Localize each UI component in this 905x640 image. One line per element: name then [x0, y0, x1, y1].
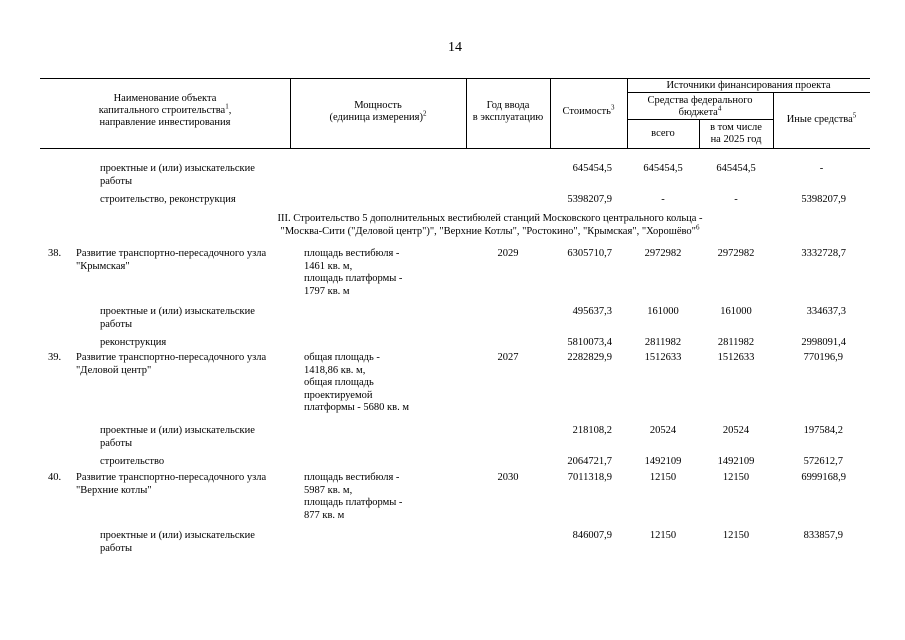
row-r1-name: проектные и (или) изыскательские работы: [100, 163, 255, 187]
row-39b-cost: 2064721,7: [567, 456, 612, 467]
row-40-other: 6999168,9: [801, 472, 846, 483]
header-name-line3: направление инвестирования: [99, 117, 231, 128]
row-38a-name: проектные и (или) изыскательские работы: [100, 306, 255, 330]
row-38-year: 2029: [497, 248, 519, 259]
federal-divider: [627, 119, 773, 120]
row-40a-cost: 846007,9: [572, 530, 612, 541]
row-40-2025: 12150: [722, 472, 750, 483]
row-39-capacity: общая площадь - 1418,86 кв. м, общая площадь проектируемой платформы - 5680 кв. м: [304, 352, 410, 413]
header-federal: [627, 95, 773, 119]
row-38b-cost: 5810073,4: [567, 337, 612, 348]
row-38-cost: 6305710,7: [567, 248, 612, 259]
header-year: [466, 100, 550, 124]
row-38b-total: 2811982: [644, 337, 682, 348]
row-38b-name: реконструкция: [100, 337, 167, 348]
row-39-year: 2027: [497, 352, 519, 363]
row-40-number: 40.: [48, 472, 62, 483]
header-incl-line2: на 2025 год: [710, 134, 762, 145]
header-top-border: [40, 78, 870, 79]
row-39a-name: проектные и (или) изыскательские работы: [100, 425, 255, 449]
row-r1-total: 645454,5: [643, 163, 683, 174]
row-38-other: 3332728,7: [801, 248, 846, 259]
row-r2-other: 5398207,9: [801, 194, 846, 205]
header-incl-2025: [699, 122, 773, 146]
row-r1-other: -: [819, 163, 824, 174]
row-40-total: 12150: [649, 472, 677, 483]
row-39a-2025: 20524: [722, 425, 750, 436]
row-39-cost: 2282829,9: [567, 352, 612, 363]
row-38-2025: 2972982: [717, 248, 755, 259]
row-40-cost: 7011318,9: [567, 472, 612, 483]
row-39-number: 39.: [48, 352, 62, 363]
row-39a-cost: 218108,2: [572, 425, 612, 436]
header-federal-line1: Средства федерального: [647, 95, 753, 106]
row-r2-name: строительство, реконструкция: [100, 194, 236, 205]
row-r1-cost: 645454,5: [572, 163, 612, 174]
section-heading: [150, 213, 830, 238]
row-39b-total: 1492109: [644, 456, 682, 467]
row-40a-total: 12150: [649, 530, 677, 541]
row-39a-other: 197584,2: [803, 425, 843, 436]
row-40-name: Развитие транспортно-пересадочного узла "Верхние котлы": [76, 472, 267, 496]
header-other: Иные средства$^5$: [786, 111, 857, 125]
row-39b-other: 572612,7: [803, 456, 843, 467]
row-r1-2025: 645454,5: [716, 163, 756, 174]
row-38a-other: 334637,3: [806, 306, 846, 317]
sources-divider: [627, 92, 870, 93]
header-incl-line1: в том числе: [710, 122, 762, 133]
row-39-2025: 1512633: [717, 352, 755, 363]
section-heading-line1: III. Строительство 5 дополнительных вестибюлей станций Московского центрального кольца -: [277, 213, 703, 224]
row-38-total: 2972982: [644, 248, 682, 259]
row-r2-total: -: [661, 194, 665, 205]
row-38a-2025: 161000: [720, 306, 752, 317]
header-name-line2: капитального строительства$^1$,: [98, 102, 232, 116]
row-39b-2025: 1492109: [717, 456, 755, 467]
row-39-name: Развитие транспортно-пересадочного узла "Деловой центр": [76, 352, 267, 376]
header-capacity-line1: Мощность: [354, 100, 402, 111]
header-cost: Стоимость$^3$: [562, 103, 615, 117]
row-40-capacity: площадь вестибюля - 5987 кв. м, площадь платформы - 877 кв. м: [304, 472, 403, 521]
header-year-line1: Год ввода: [486, 100, 530, 111]
row-39b-name: строительство: [100, 456, 165, 467]
row-38-number: 38.: [48, 248, 62, 259]
row-38b-2025: 2811982: [717, 337, 755, 348]
header-sources: Источники финансирования проекта: [666, 80, 831, 91]
header-bottom-border: [40, 148, 870, 149]
row-40-year: 2030: [497, 472, 519, 483]
row-38a-cost: 495637,3: [572, 306, 612, 317]
row-39-total: 1512633: [644, 352, 682, 363]
page-number: 14: [448, 40, 462, 55]
header-capacity-line2: (единица измерения)$^2$: [329, 109, 427, 123]
header-year-line2: в эксплуатацию: [472, 112, 544, 123]
row-39-other: 770196,9: [803, 352, 843, 363]
header-name: [40, 93, 290, 129]
row-38-name: Развитие транспортно-пересадочного узла "Крымская": [76, 248, 267, 272]
section-heading-line2: "Москва-Сити ("Деловой центр")", "Верхние Котлы", "Ростокино", "Крымская", "Хорошёво"$^6$: [280, 223, 700, 237]
row-38a-total: 161000: [647, 306, 679, 317]
row-38-capacity: площадь вестибюля - 1461 кв. м, площадь платформы - 1797 кв. м: [304, 248, 403, 297]
row-r2-cost: 5398207,9: [567, 194, 612, 205]
header-federal-line2: бюджета$^4$: [678, 104, 722, 118]
row-39a-total: 20524: [649, 425, 677, 436]
row-38b-other: 2998091,4: [801, 337, 846, 348]
row-40a-2025: 12150: [722, 530, 750, 541]
row-40a-other: 833857,9: [803, 530, 843, 541]
header-total: всего: [651, 128, 675, 139]
row-40a-name: проектные и (или) изыскательские работы: [100, 530, 255, 554]
header-capacity: [290, 100, 466, 124]
row-r2-2025: -: [734, 194, 738, 205]
header-name-line1: Наименование объекта: [113, 93, 217, 104]
